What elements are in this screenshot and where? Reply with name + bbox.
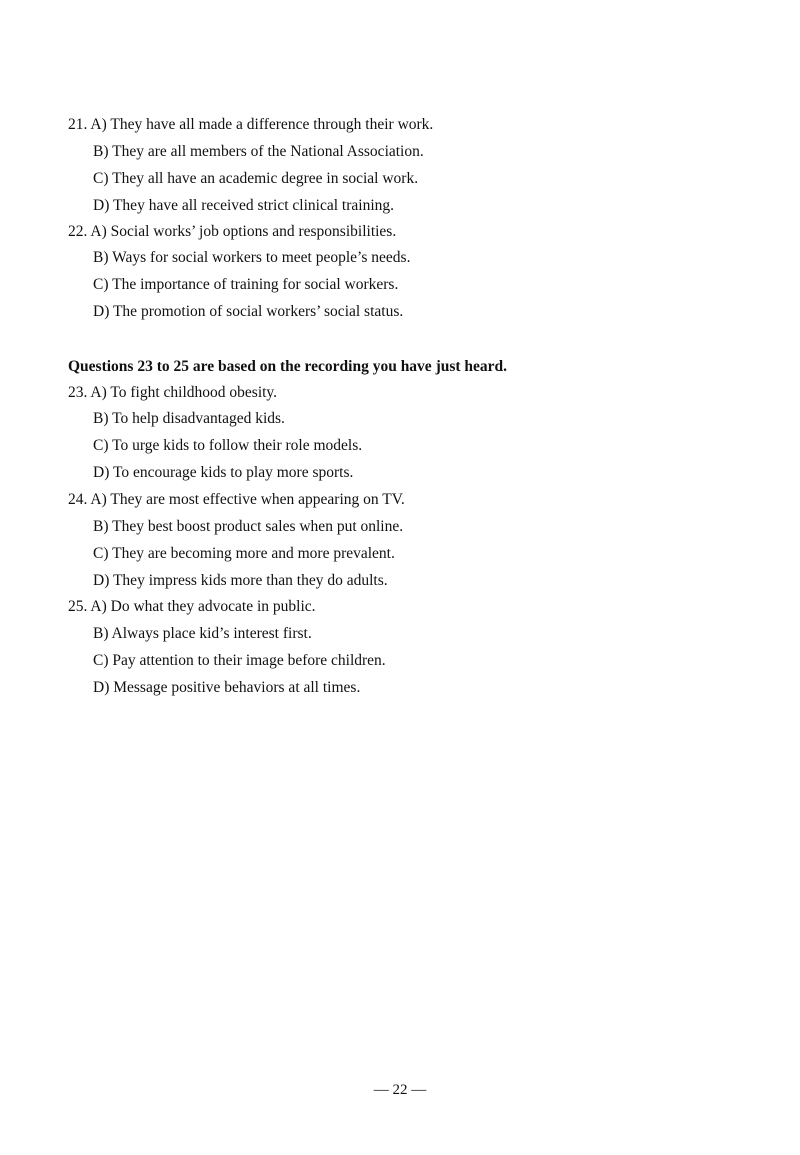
question-23-option-b	[93, 409, 285, 429]
page-number: — 22 —	[373, 1082, 427, 1098]
option-letter: C)	[93, 170, 109, 187]
option-text: Do what they advocate in public.	[110, 598, 316, 615]
option-letter: B)	[93, 518, 109, 535]
question-23-option-d	[93, 463, 353, 483]
option-text: Pay attention to their image before children.	[112, 652, 386, 669]
option-letter: B)	[93, 249, 109, 266]
question-25-option-c	[93, 651, 386, 671]
question-21-option-a	[68, 115, 433, 135]
question-25-option-d	[93, 678, 360, 698]
option-text: The importance of training for social workers.	[112, 276, 399, 293]
option-letter: A)	[90, 116, 107, 133]
option-letter: D)	[93, 303, 110, 320]
option-letter: D)	[93, 464, 110, 481]
question-22-option-c	[93, 275, 398, 295]
option-text: To encourage kids to play more sports.	[112, 464, 354, 481]
option-text: Always place kid’s interest first.	[111, 625, 312, 642]
question-24-option-c	[93, 544, 395, 564]
option-text: They impress kids more than they do adults.	[112, 572, 388, 589]
option-text: They are becoming more and more prevalent.	[112, 545, 395, 562]
option-text: They are all members of the National Association.	[112, 143, 424, 160]
question-number: 24.	[68, 491, 88, 508]
option-letter: B)	[93, 625, 109, 642]
option-letter: B)	[93, 143, 109, 160]
option-text: They all have an academic degree in social work.	[112, 170, 419, 187]
question-23-option-a	[68, 383, 277, 403]
question-21-option-c	[93, 169, 418, 189]
section-heading: Questions 23 to 25 are based on the recording you have just heard.	[68, 358, 508, 375]
question-23-option-c	[93, 436, 362, 456]
question-24-option-a	[68, 490, 405, 510]
option-letter: C)	[93, 652, 109, 669]
option-text: They best boost product sales when put online.	[112, 518, 404, 535]
question-21-option-b	[93, 142, 424, 162]
option-letter: A)	[90, 384, 107, 401]
option-text: They are most effective when appearing on TV.	[110, 491, 405, 508]
option-letter: B)	[93, 410, 109, 427]
question-24-option-b	[93, 517, 403, 537]
question-24-option-d	[93, 571, 388, 591]
option-letter: D)	[93, 197, 110, 214]
question-21-option-d	[93, 196, 394, 216]
option-text: They have all received strict clinical training.	[112, 197, 394, 214]
option-text: Ways for social workers to meet people’s needs.	[112, 249, 411, 266]
question-25-option-b	[93, 624, 312, 644]
option-text: The promotion of social workers’ social status.	[112, 303, 404, 320]
option-letter: C)	[93, 545, 109, 562]
option-letter: C)	[93, 276, 109, 293]
question-number: 21.	[68, 116, 88, 133]
option-letter: A)	[90, 598, 107, 615]
option-letter: A)	[90, 223, 107, 240]
option-text: To fight childhood obesity.	[110, 384, 278, 401]
option-text: Message positive behaviors at all times.	[113, 679, 361, 696]
option-letter: D)	[93, 679, 110, 696]
option-text: Social works’ job options and responsibilities.	[110, 223, 397, 240]
question-number: 25.	[68, 598, 88, 615]
option-letter: C)	[93, 437, 109, 454]
question-22-option-b	[93, 248, 410, 268]
question-number: 23.	[68, 384, 88, 401]
question-25-option-a	[68, 597, 316, 617]
question-22-option-d	[93, 302, 403, 322]
option-text: To urge kids to follow their role models.	[112, 437, 363, 454]
question-number: 22.	[68, 223, 88, 240]
option-letter: D)	[93, 572, 110, 589]
option-letter: A)	[90, 491, 107, 508]
option-text: To help disadvantaged kids.	[112, 410, 285, 427]
question-22-option-a	[68, 222, 396, 242]
option-text: They have all made a difference through their work.	[110, 116, 434, 133]
